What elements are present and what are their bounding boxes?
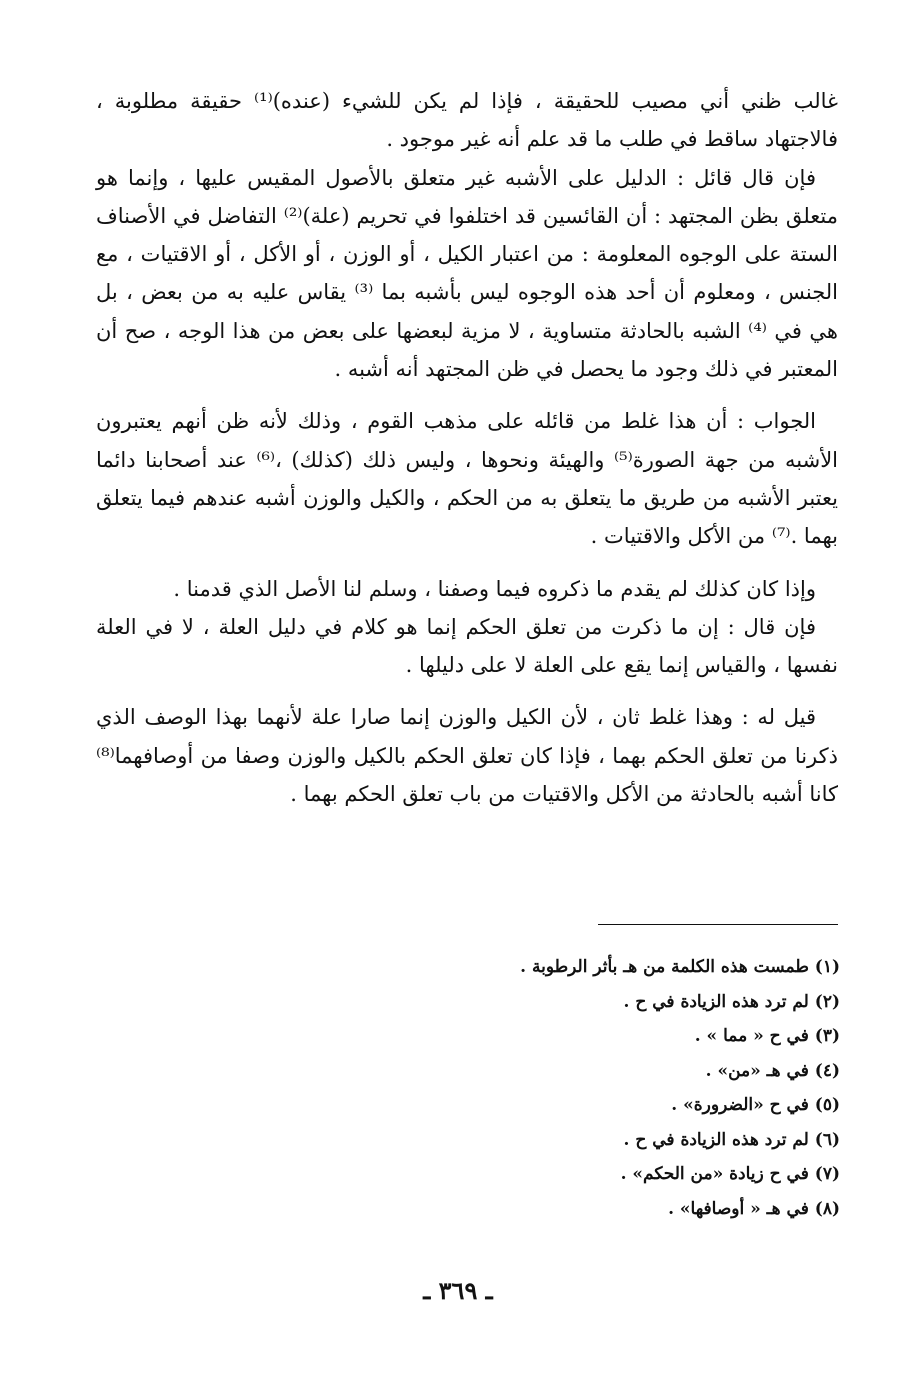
footnote-3: (٣) في ح « مما » .: [694, 1026, 840, 1046]
footnote-8: (٨) في هـ « أوصافها» .: [668, 1198, 840, 1219]
footnote-2: (٢) لم ترد هذه الزيادة في ح .: [623, 991, 840, 1012]
footnote-4: (٤) في هـ «من» .: [705, 1060, 840, 1081]
footnote-1: (١) طمست هذه الكلمة من هـ بأثر الرطوبة .: [520, 957, 840, 977]
paragraph-3: الجواب : أن هذا غلط من قائله على مذهب القوم ، وذلك لأنه ظن أنهم يعتبرون الأشبه من جهة الصورة⁽⁵⁾ والهيئة ونحوها ، وليس ذلك (كذلك) ،⁽⁶⁾ عند أصحابنا دائما يعتبر الأشبه من طريق ما يتعلق به من الحكم ، والكيل والوزن أشبه عندهم فيما يتعلق بهما .⁽⁷⁾ من الأكل والاقتيات .: [96, 409, 839, 549]
main-text: [96, 82, 838, 813]
footnotes: [300, 950, 840, 1226]
footnote-6: (٦) لم ترد هذه الزيادة في ح .: [623, 1129, 840, 1150]
footnote-separator: [598, 924, 838, 925]
paragraph-4: وإذا كان كذلك لم يقدم ما ذكروه فيما وصفنا ، وسلم لنا الأصل الذي قدمنا .: [173, 576, 816, 601]
paragraph-6: قيل له : وهذا غلط ثان ، لأن الكيل والوزن إنما صارا علة لأنهما بهذا الوصف الذي ذكرنا من تعلق الحكم بهما ، فإذا كان تعلق الحكم بالكيل والوزن وصفا من أوصافهما⁽⁸⁾ كانا أشبه بالحادثة من الأكل والاقتيات من باب تعلق الحكم بهما .: [96, 705, 838, 807]
page-number: ـ ٣٦٩ ـ: [423, 1276, 493, 1305]
footnote-5: (٥) في ح «الضرورة» .: [671, 1095, 840, 1115]
paragraph-5: فإن قال : إن ما ذكرت من تعلق الحكم إنما هو كلام في دليل العلة ، لا في العلة نفسها ، والقياس إنما يقع على العلة لا على دليلها .: [96, 614, 838, 678]
paragraph-1: غالب ظني أني مصيب للحقيقة ، فإذا لم يكن للشيء (عنده)⁽¹⁾ حقيقة مطلوبة ، فالاجتهاد ساقط في طلب ما قد علم أنه غير موجود .: [96, 89, 839, 152]
footnote-7: (٧) في ح زيادة «من الحكم» .: [620, 1164, 840, 1184]
paragraph-2: فإن قال قائل : الدليل على الأشبه غير متعلق بالأصول المقيس عليها ، وإنما هو متعلق بظن المجتهد : أن القائسين قد اختلفوا في تحريم (علة)⁽²⁾ التفاضل في الأصناف الستة على الوجوه المعلومة : من اعتبار الكيل ، أو الوزن ، أو الأكل ، أو الاقتيات ، مع الجنس ، ومعلوم أن أحد هذه الوجوه ليس بأشبه بما ⁽³⁾ يقاس عليه به من بعض ، بل هي في ⁽⁴⁾ الشبه بالحادثة متساوية ، لا مزية لبعضها على بعض من هذا الوجه ، صح أن المعتبر في ذلك وجود ما يحصل في ظن المجتهد أنه أشبه .: [96, 165, 839, 382]
